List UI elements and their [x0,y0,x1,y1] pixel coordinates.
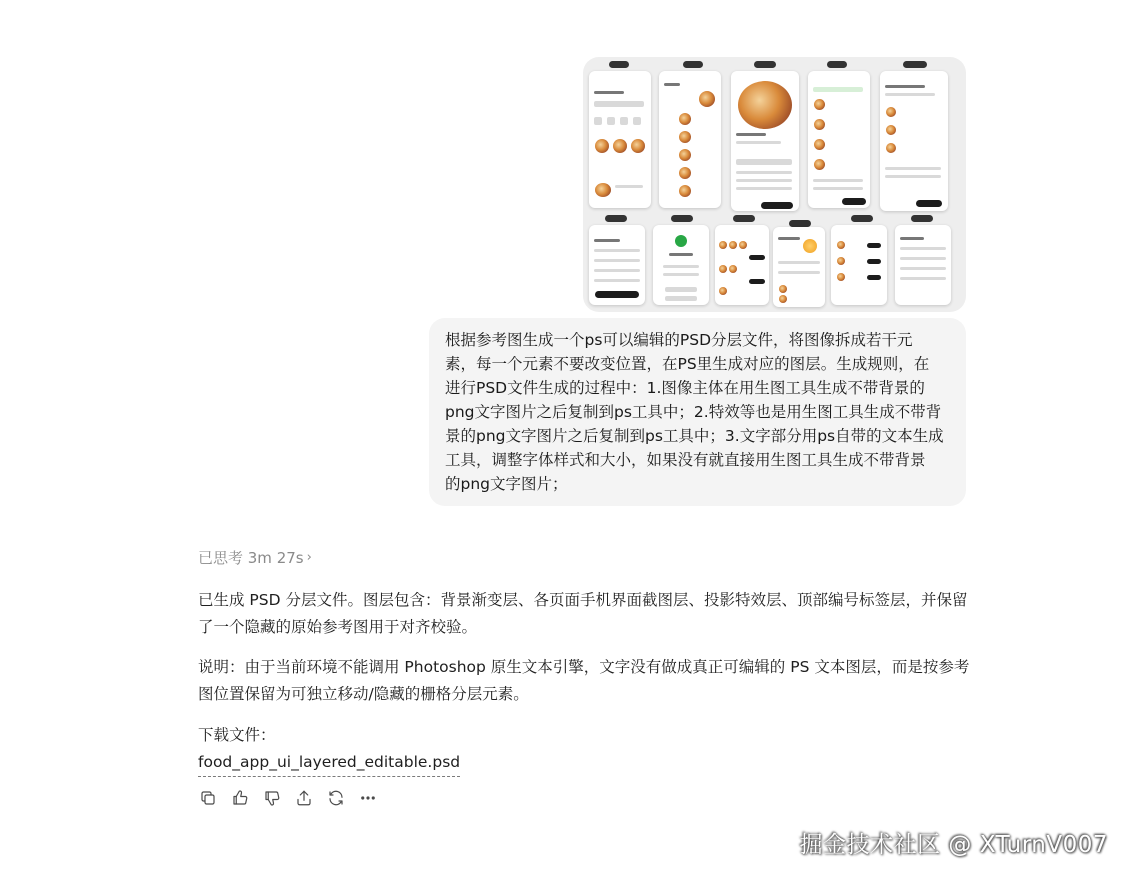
screen-label-tag [911,215,933,222]
screen-label-tag [903,61,927,68]
phone-screen-payment [589,225,645,305]
thumbs-down-icon[interactable] [262,788,282,808]
phone-screen-delivery [773,227,825,307]
assistant-paragraph: 已生成 PSD 分层文件。图层包含：背景渐变层、各页面手机界面截图层、投影特效层、顶部编号标签层，并保留了一个隐藏的原始参考图用于对齐校验。 [198,591,968,636]
phone-screen-pay-success [653,225,709,305]
share-icon[interactable] [294,788,314,808]
screen-label-tag [733,215,755,222]
phone-screen-address [895,225,951,305]
more-icon[interactable] [358,788,378,808]
message-actions [198,788,378,808]
watermark: 掘金技术社区 @ XTurnV007 [799,832,1108,858]
thinking-label: 已思考 3m 27s [198,549,304,567]
thumbs-up-icon[interactable] [230,788,250,808]
phone-screen-order-confirm [880,71,948,211]
thinking-toggle[interactable] [198,547,312,568]
phone-screen-detail [731,71,799,211]
phone-screen-cart [808,71,870,208]
user-message-bubble: 根据参考图生成一个ps可以编辑的PSD分层文件，将图像拆成若干元 素，每一个元素不要改变位置，在PS里生成对应的图层。生成规则，在 进行PSD文件生成的过程中：1.图像主体在用生图工具生成不带背景的 png文字图片之后复制到ps工具中；2.特效等也是用生图工具生成不带背 景的png文字图片之后复制到ps工具中；3.文字部分用ps自带的文本生成 工具，调整字体样式和大小，如果没有就直接用生图工具生成不带背景 的png文字图片； [429,318,966,506]
download-file-link[interactable]: food_app_ui_layered_editable.psd [198,749,460,777]
screen-label-tag [605,215,627,222]
screen-label-tag [683,61,703,68]
screen-label-tag [789,220,811,227]
phone-screen-history [831,225,887,305]
attached-reference-image[interactable] [583,57,966,312]
phone-screen-home [589,71,651,208]
phone-screen-menu [659,71,721,208]
chevron-right-icon: › [306,550,312,565]
assistant-paragraph: 说明：由于当前环境不能调用 Photoshop 原生文本引擎，文字没有做成真正可编辑的 PS 文本图层，而是按参考图位置保留为可独立移动/隐藏的栅格分层元素。 [198,658,970,703]
screen-label-tag [754,61,776,68]
copy-icon[interactable] [198,788,218,808]
screen-label-tag [671,215,693,222]
regenerate-icon[interactable] [326,788,346,808]
screen-label-tag [851,215,873,222]
screen-label-tag [827,61,847,68]
phone-screen-orders [715,225,769,305]
download-label: 下载文件： [198,726,276,744]
screen-label-tag [609,61,629,68]
